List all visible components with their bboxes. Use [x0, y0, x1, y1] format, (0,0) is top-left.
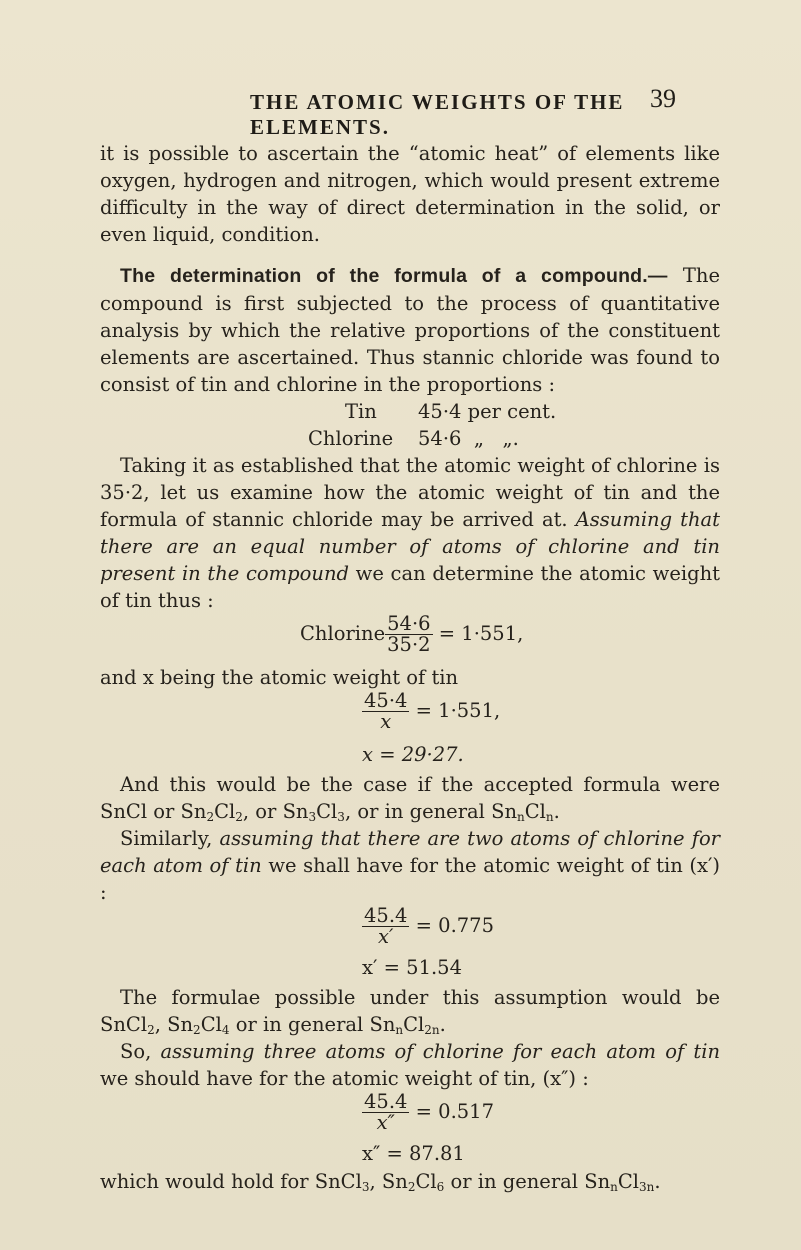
equation-result: = 0.775: [415, 914, 494, 937]
fraction: [362, 1092, 409, 1133]
proportion-chlorine: [100, 425, 720, 452]
paragraph-formulae-three: which would hold for SnCl$_3$, $Sn_2Cl_6$ or in general $Sn_nCl_{3n}$.: [100, 1170, 661, 1194]
paragraph-text: Taking it as established that the atomic weight of chlorine is 35·2, let us examine how the atomic weight of tin and the formula of stannic chloride may be arrived at.: [100, 454, 720, 531]
running-title: THE ATOMIC WEIGHTS OF THE ELEMENTS.: [250, 90, 625, 139]
equation-text: x = 29·27.: [362, 743, 464, 766]
equation-label: Chlorine: [300, 622, 386, 645]
italic-assumption: assuming three atoms of chlorine for each atom of tin: [160, 1040, 721, 1063]
equation-chlorine-ratio: [100, 614, 720, 664]
equation-result: = 1·551,: [438, 622, 524, 645]
proportion-value: 45·4 per cent.: [418, 400, 557, 423]
equation-x-prime-value: [100, 954, 720, 984]
paragraph-assumption-three: So, assuming three atoms of chlorine for each atom of tin we should have for the atomic weight of tin, (x″) :: [100, 1040, 721, 1090]
fraction: [362, 906, 409, 947]
denominator: x″: [376, 1111, 395, 1134]
equation-three-atoms-ratio: [100, 1092, 720, 1140]
italic-assumption: assuming that there are two atoms of chlorine for each atom of tin: [100, 827, 721, 877]
paragraph-x-definition: and x being the atomic weight of tin: [100, 666, 459, 689]
denominator: x′: [377, 925, 394, 948]
denominator: x: [380, 710, 392, 733]
proportion-tin: [100, 398, 720, 425]
paragraph-formula-case: And this would be the case if the accepted formula were SnCl or $Sn_2Cl_2$, or $Sn_3Cl_3$, or in general $Sn_nCl_n$.: [100, 773, 720, 824]
proportion-value: 54·6 „ „.: [418, 427, 519, 450]
numerator: 45·4: [364, 689, 408, 712]
paragraph-assumption-two: Similarly, assuming that there are two atoms of chlorine for each atom of tin we shall have for the atomic weight of tin (x′) :: [100, 827, 721, 904]
equation-tin-ratio: [100, 691, 720, 741]
paragraph-atomic-heat: it is possible to ascertain the “atomic heat” of elements like oxygen, hydrogen and nitrogen, which would present extreme difficulty in the way of direct determination in the solid, or even liquid, condition.: [100, 142, 720, 246]
page-number: 39: [650, 84, 676, 113]
paragraph-text: we can determine the atomic weight of tin thus :: [100, 562, 720, 612]
fraction: [362, 691, 409, 732]
fraction: [385, 614, 432, 655]
paragraph-formulae-two: The formulae possible under this assumption would be SnCl$_2$, $Sn_2Cl_4$ or in general $Sn_nCl_{2n}$.: [100, 986, 720, 1037]
proportion-name: Chlorine: [308, 427, 394, 450]
equation-result: = 0.517: [415, 1100, 494, 1123]
numerator: 54·6: [387, 612, 431, 635]
denominator: 35·2: [387, 633, 431, 656]
proportion-name: Tin: [345, 400, 377, 423]
page-body: [100, 140, 720, 1195]
numerator: 45.4: [364, 904, 408, 927]
paragraph-formula-determination: [100, 262, 720, 398]
equation-result: = 1·551,: [415, 699, 501, 722]
equation-x-double-prime-value: [100, 1140, 720, 1168]
equation-text: x″ = 87.81: [362, 1142, 465, 1165]
paragraph-text: The compound is first subjected to the process of quantitative analysis by which the relative proportions of the constituent elements are ascertained. Thus stannic chloride was found to consist of tin and chlorine in the proportions :: [100, 264, 720, 396]
equation-text: x′ = 51.54: [362, 956, 462, 979]
numerator: 45.4: [364, 1090, 408, 1113]
paragraph-assumption-equal: [100, 452, 720, 614]
section-heading: The determination of the formula of a compound.—: [120, 265, 668, 287]
italic-assumption: Assuming that there are an equal number of atoms of chlorine and tin present in the compound: [100, 508, 720, 585]
equation-x-value: [100, 741, 720, 771]
equation-two-atoms-ratio: [100, 906, 720, 954]
